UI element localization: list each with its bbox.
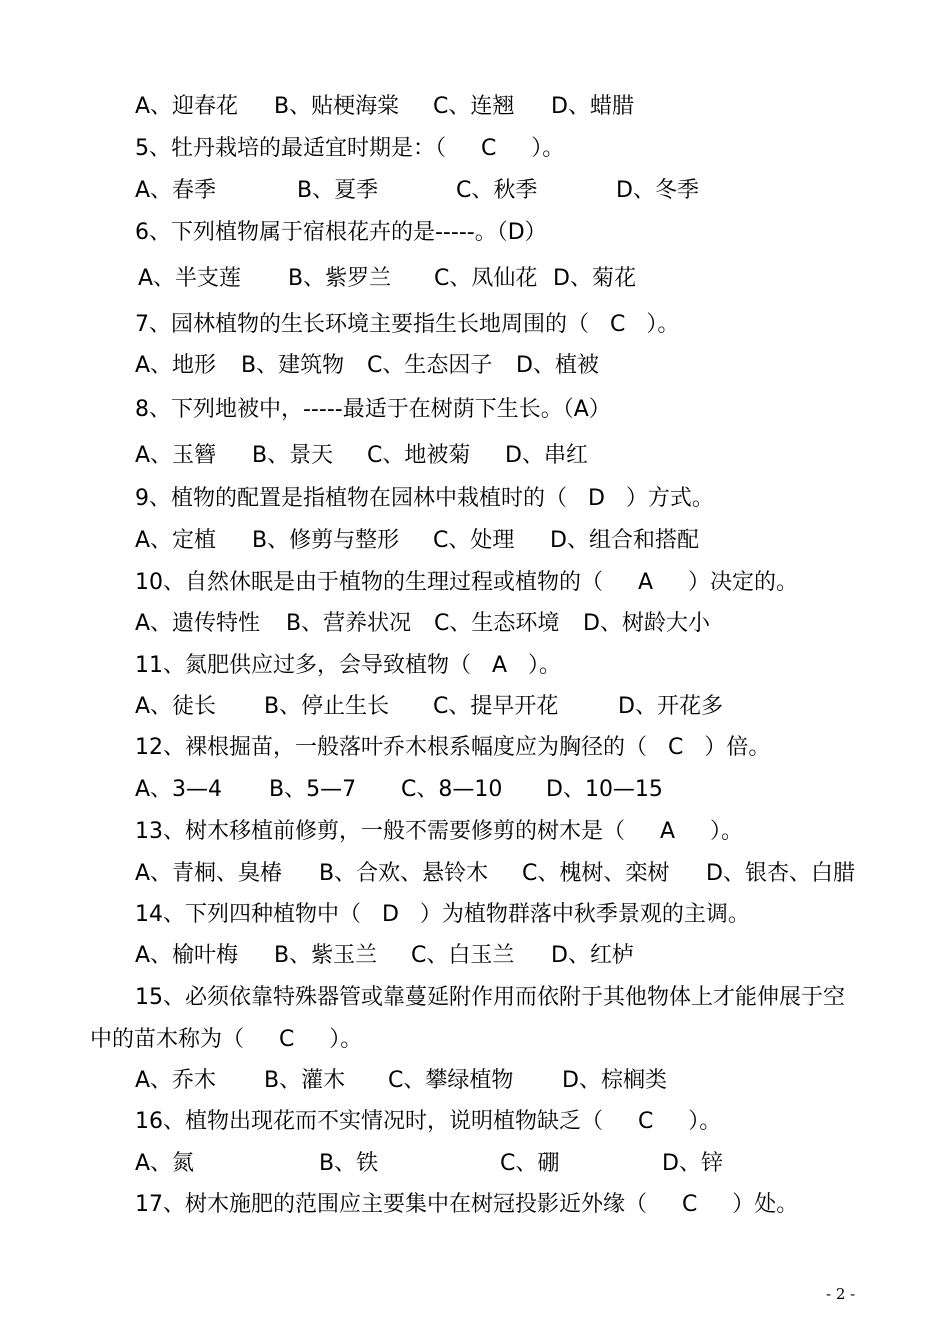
option-c: C、连翘: [433, 94, 515, 119]
option-c: C、生态环境: [434, 611, 560, 636]
option-a: A、春季: [135, 178, 217, 203]
question-15-line-1: 15、必须依靠特殊器管或靠蔓延附作用而依附于其他物体上才能伸展于空: [135, 985, 845, 1010]
question-15-line-2: 中的苗木称为（ C ）。: [90, 1027, 363, 1052]
option-c: C、秋季: [456, 178, 538, 203]
option-a: A、青桐、臭椿: [135, 861, 283, 886]
option-b: B、紫玉兰: [274, 943, 378, 968]
option-b: B、营养状况: [286, 611, 412, 636]
option-c: C、槐树、栾树: [522, 861, 670, 886]
question-7: 7、园林植物的生长环境主要指生长地周围的（ C ）。: [135, 312, 680, 337]
option-a: A、3—4: [135, 777, 223, 802]
option-b: B、停止生长: [264, 694, 390, 719]
option-c: C、生态因子: [367, 353, 493, 378]
question-11: 11、氮肥供应过多，会导致植物（ A ）。: [135, 653, 562, 678]
option-c: C、白玉兰: [411, 943, 515, 968]
option-c: C、攀绿植物: [388, 1068, 514, 1093]
option-d: D、植被: [516, 353, 599, 378]
option-b: B、建筑物: [241, 353, 345, 378]
option-b: B、紫罗兰: [288, 266, 392, 291]
option-c: C、地被菊: [367, 443, 471, 468]
option-d: D、银杏、白腊: [706, 861, 855, 886]
option-d: D、棕榈类: [562, 1068, 667, 1093]
option-b: B、贴梗海棠: [274, 94, 400, 119]
option-d: D、串红: [505, 443, 588, 468]
option-a: A、定植: [135, 528, 217, 553]
option-d: D、冬季: [616, 178, 699, 203]
option-a: A、氮: [135, 1151, 195, 1176]
question-16: 16、植物出现花而不实情况时，说明植物缺乏（ C ）。: [135, 1109, 722, 1134]
option-c: C、8—10: [401, 777, 503, 802]
option-b: B、合欢、悬铃木: [319, 861, 489, 886]
question-14: 14、下列四种植物中（ D ）为植物群落中秋季景观的主调。: [135, 902, 750, 927]
option-b: B、灌木: [264, 1068, 346, 1093]
page-number: - 2 -: [826, 1285, 856, 1303]
option-a: A、迎春花: [135, 94, 239, 119]
option-b: B、修剪与整形: [252, 528, 400, 553]
option-a: A、徒长: [135, 694, 217, 719]
option-d: D、菊花: [553, 266, 636, 291]
option-a: A、榆叶梅: [135, 943, 239, 968]
question-5: 5、牡丹栽培的最适宜时期是：（ C ）。: [135, 136, 565, 161]
option-a: A、地形: [135, 353, 217, 378]
question-9: 9、植物的配置是指植物在园林中栽植时的（ D ）方式。: [135, 486, 714, 511]
option-d: D、10—15: [546, 777, 663, 802]
option-c: C、凤仙花: [434, 266, 538, 291]
option-d: D、开花多: [618, 694, 723, 719]
question-8: 8、下列地被中，-----最适于在树荫下生长。（A）: [135, 397, 611, 422]
option-d: D、树龄大小: [583, 611, 710, 636]
question-17: 17、树木施肥的范围应主要集中在树冠投影近外缘（ C ）处。: [135, 1192, 799, 1217]
option-a: A、乔木: [135, 1068, 217, 1093]
option-b: B、夏季: [297, 178, 379, 203]
option-d: D、锌: [662, 1151, 723, 1176]
option-c: C、处理: [433, 528, 515, 553]
option-a: A、遗传特性: [135, 611, 261, 636]
question-13: 13、树木移植前修剪，一般不需要修剪的树木是（ A ）。: [135, 819, 743, 844]
option-d: D、组合和搭配: [550, 528, 699, 553]
option-d: D、蜡腊: [551, 94, 634, 119]
question-6: 6、下列植物属于宿根花卉的是-----。（D）: [135, 220, 547, 245]
option-d: D、红栌: [551, 943, 634, 968]
option-a: A、半支莲: [138, 266, 242, 291]
question-12: 12、裸根掘苗，一般落叶乔木根系幅度应为胸径的（ C ）倍。: [135, 735, 771, 760]
question-10: 10、自然休眠是由于植物的生理过程或植物的（ A ）决定的。: [135, 570, 798, 595]
option-c: C、提早开花: [433, 694, 559, 719]
option-a: A、玉簪: [135, 443, 217, 468]
option-b: B、景天: [252, 443, 334, 468]
option-c: C、硼: [500, 1151, 560, 1176]
option-b: B、铁: [319, 1151, 379, 1176]
option-b: B、5—7: [269, 777, 357, 802]
